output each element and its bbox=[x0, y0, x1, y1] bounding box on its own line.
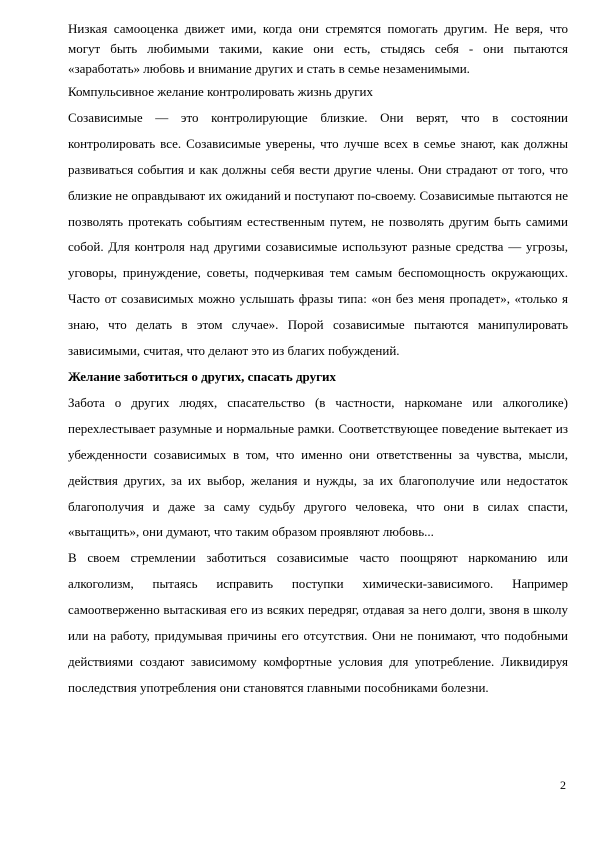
control-paragraph: Созависимые — это контролирующие близкие. Они верят, что в состоянии контролировать все. Созависимые уверены, что лучше всех в семье знают, как должны развиваться события и как должны себя вести другие члены. Они страдают от того, что близкие не оправдывают их ожиданий и поступают по-своему. Созависимые пытаются не позволять протекать событиям естественным путем, не позволять другим быть самими собой. Для контроля над другими созависимые используют разные средства — угрозы, уговоры, принуждение, советы, подчеркивая тем самым беспомощность окружающих. Часто от созависимых можно услышать фразы типа: «он без меня пропадет», «только я знаю, что делать в этом случае». Порой созависимые пытаются манипулировать зависимыми, считая, что делают это из благих побуждений. bbox=[68, 109, 568, 359]
page-number: 2 bbox=[560, 778, 566, 792]
section-heading-care: Желание заботиться о других, спасать других bbox=[68, 368, 336, 384]
section-heading-control: Компульсивное желание контролировать жизнь других bbox=[68, 84, 374, 99]
enabling-paragraph: В своем стремлении заботиться созависимые часто поощряют наркоманию или алкоголизм, пытаясь исправить поступки химически-зависимого. Например самоотверженно вытаскивая его из всяких передряг, отдавая за него долги, звоня в школу или на работу, придумывая причины его отсутствия. Они не понимают, что подобными действиями создают зависимому комфортные условия для употребление. Ликвидируя последствия употребления они становятся главными пособниками болезни. bbox=[68, 550, 568, 695]
page-content bbox=[68, 19, 568, 701]
care-paragraph: Забота о других людях, спасательство (в частности, наркомане или алкоголике) перехлестывает разумные и нормальные рамки. Соответствующее поведение вытекает из убежденности созависимых в том, что именно они ответственны за чувства, мысли, действия других, за их выбор, желания и нужды, за их благополучие или недостаток благополучия и даже за саму судьбу другого человека, что они в силах спасти, «вытащить», они думают, что таким образом проявляют любовь... bbox=[68, 394, 568, 540]
intro-paragraph: Низкая самооценка движет ими, когда они стремятся помогать другим. Не веря, что могут быть любимыми такими, какие они есть, стыдясь себя - они пытаются «заработать» любовь и внимание других и стать в семье незаменимыми. bbox=[68, 21, 568, 76]
